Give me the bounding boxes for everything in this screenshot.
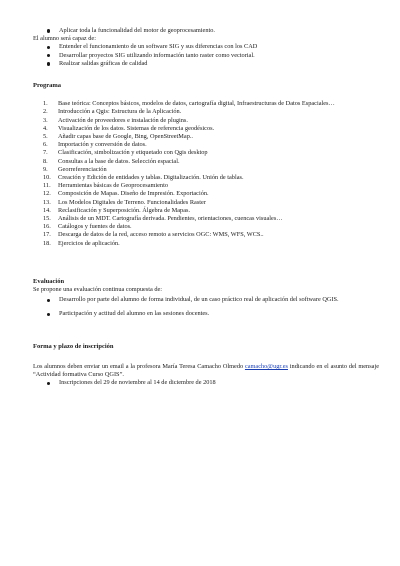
programa-item [33,125,379,133]
programa-item-text: Clasificación, simbolización y etiquetado con Qgis desktop [58,149,208,157]
programa-item-number: 5. [43,133,48,141]
programa-item-number: 13. [43,198,51,206]
programa-item-number: 7. [43,149,48,157]
programa-item-text: Herramientas básicas de Geoprocesamiento [58,182,168,190]
list-item: Desarrollar proyectos SIG utilizando información tanto raster como vectorial. [33,52,379,60]
programa-item-text: Creación y Edición de entidades y tablas. Digitalización. Unión de tablas. [58,174,244,182]
capable-intro: El alumno será capaz de: [33,35,96,43]
programa-item-number: 16. [43,223,51,231]
inscripcion-paragraph [33,363,379,379]
programa-item-text: Análisis de un MDT. Cartografía derivada. Pendientes, orientaciones, cuencas visuales… [58,215,283,223]
programa-item [33,166,379,174]
programa-item [33,117,379,125]
programa-item-number: 3. [43,116,48,124]
programa-item-number: 2. [43,108,48,116]
evaluacion-heading: Evaluación [33,277,65,285]
programa-item-number: 9. [43,165,48,173]
programa-item [33,149,379,157]
list-item: Participación y actitud del alumno en las sesiones docentes. [33,310,379,318]
programa-item-number: 6. [43,141,48,149]
inscripcion-text-before: Los alumnos deben enviar un email a la profesora María Teresa Camacho Olmedo [33,362,245,370]
programa-item [33,108,379,116]
programa-item-text: Añadir capas base de Google, Bing, OpenStreetMap.. [58,133,193,141]
programa-item-number: 11. [43,182,51,190]
programa-item [33,223,379,231]
programa-heading: Programa [33,82,62,90]
programa-item [33,158,379,166]
inscripcion-text-after: indicando en el asunto del mensaje “Actividad formativa Curso QGIS”. [33,362,379,379]
programa-item-number: 12. [43,190,51,198]
programa-item-text: Composición de Mapas. Diseño de Impresión. Exportación. [58,190,209,198]
inscripcion-heading: Forma y plazo de inscripción [33,342,114,350]
programa-item [33,207,379,215]
programa-item [33,240,379,248]
programa-item-text: Consultas a la base de datos. Selección espacial. [58,157,180,165]
programa-item-text: Activación de proveedores e instalación de plugins. [58,116,188,124]
programa-item-number: 4. [43,124,48,132]
programa-item-number: 17. [43,231,51,239]
inscripcion-bullet-list [33,379,379,387]
programa-list [33,100,379,248]
programa-item [33,215,379,223]
document-content [33,27,379,388]
programa-item-text: Introducción a Qgis: Estructura de la Aplicación. [58,108,182,116]
programa-item-number: 18. [43,239,51,247]
programa-item-text: Importación y conversión de datos. [58,141,147,149]
programa-item-text: Descarga de datos de la red, acceso remoto a servicios OGC: WMS, WFS, WCS.. [58,231,264,239]
programa-item [33,190,379,198]
programa-item [33,100,379,108]
programa-item-text: Georreferenciación [58,165,107,173]
programa-item-number: 8. [43,157,48,165]
capable-bullet-list [33,43,379,68]
programa-item-text: Los Modelos Digitales de Terreno. Funcionalidades Raster [58,198,206,206]
programa-item [33,141,379,149]
programa-item [33,199,379,207]
programa-item-text: Reclasificación y Superposición. Álgebra de Mapas. [58,206,191,214]
programa-item [33,231,379,239]
list-item: Entender el funcionamiento de un software SIG y sus diferencias con los CAD [33,43,379,51]
programa-item [33,133,379,141]
list-item: Aplicar toda la funcionalidad del motor de geoprocesamiento. [33,27,379,35]
list-item: Realizar salidas gráficas de calidad [33,60,379,68]
evaluacion-bullet-list [33,296,379,318]
list-item: Inscripciones del 29 de noviembre al 14 de diciembre de 2018 [33,379,379,387]
programa-item-number: 14. [43,206,51,214]
email-link[interactable]: camacho@ugr.es [244,362,288,370]
programa-item-number: 10. [43,174,51,182]
evaluacion-intro: Se propone una evaluación continua compuesta de: [33,286,163,294]
programa-item-number: 15. [43,215,51,223]
programa-item-text: Catálogos y fuentes de datos. [58,223,132,231]
programa-item-text: Ejercicios de aplicación. [58,239,120,247]
programa-item [33,174,379,182]
intro-bullet-list [33,27,379,35]
list-item: Desarrollo por parte del alumno de forma individual, de un caso práctico real de aplicación del software QGIS. [33,296,379,304]
programa-item-number: 1. [43,100,48,108]
programa-item-text: Base teórica: Conceptos básicos, modelos de datos, cartografía digital, Infraestructuras de Datos Espaciales… [58,100,335,108]
programa-item [33,182,379,190]
programa-item-text: Visualización de los datos. Sistemas de referencia geodésicos. [58,124,215,132]
